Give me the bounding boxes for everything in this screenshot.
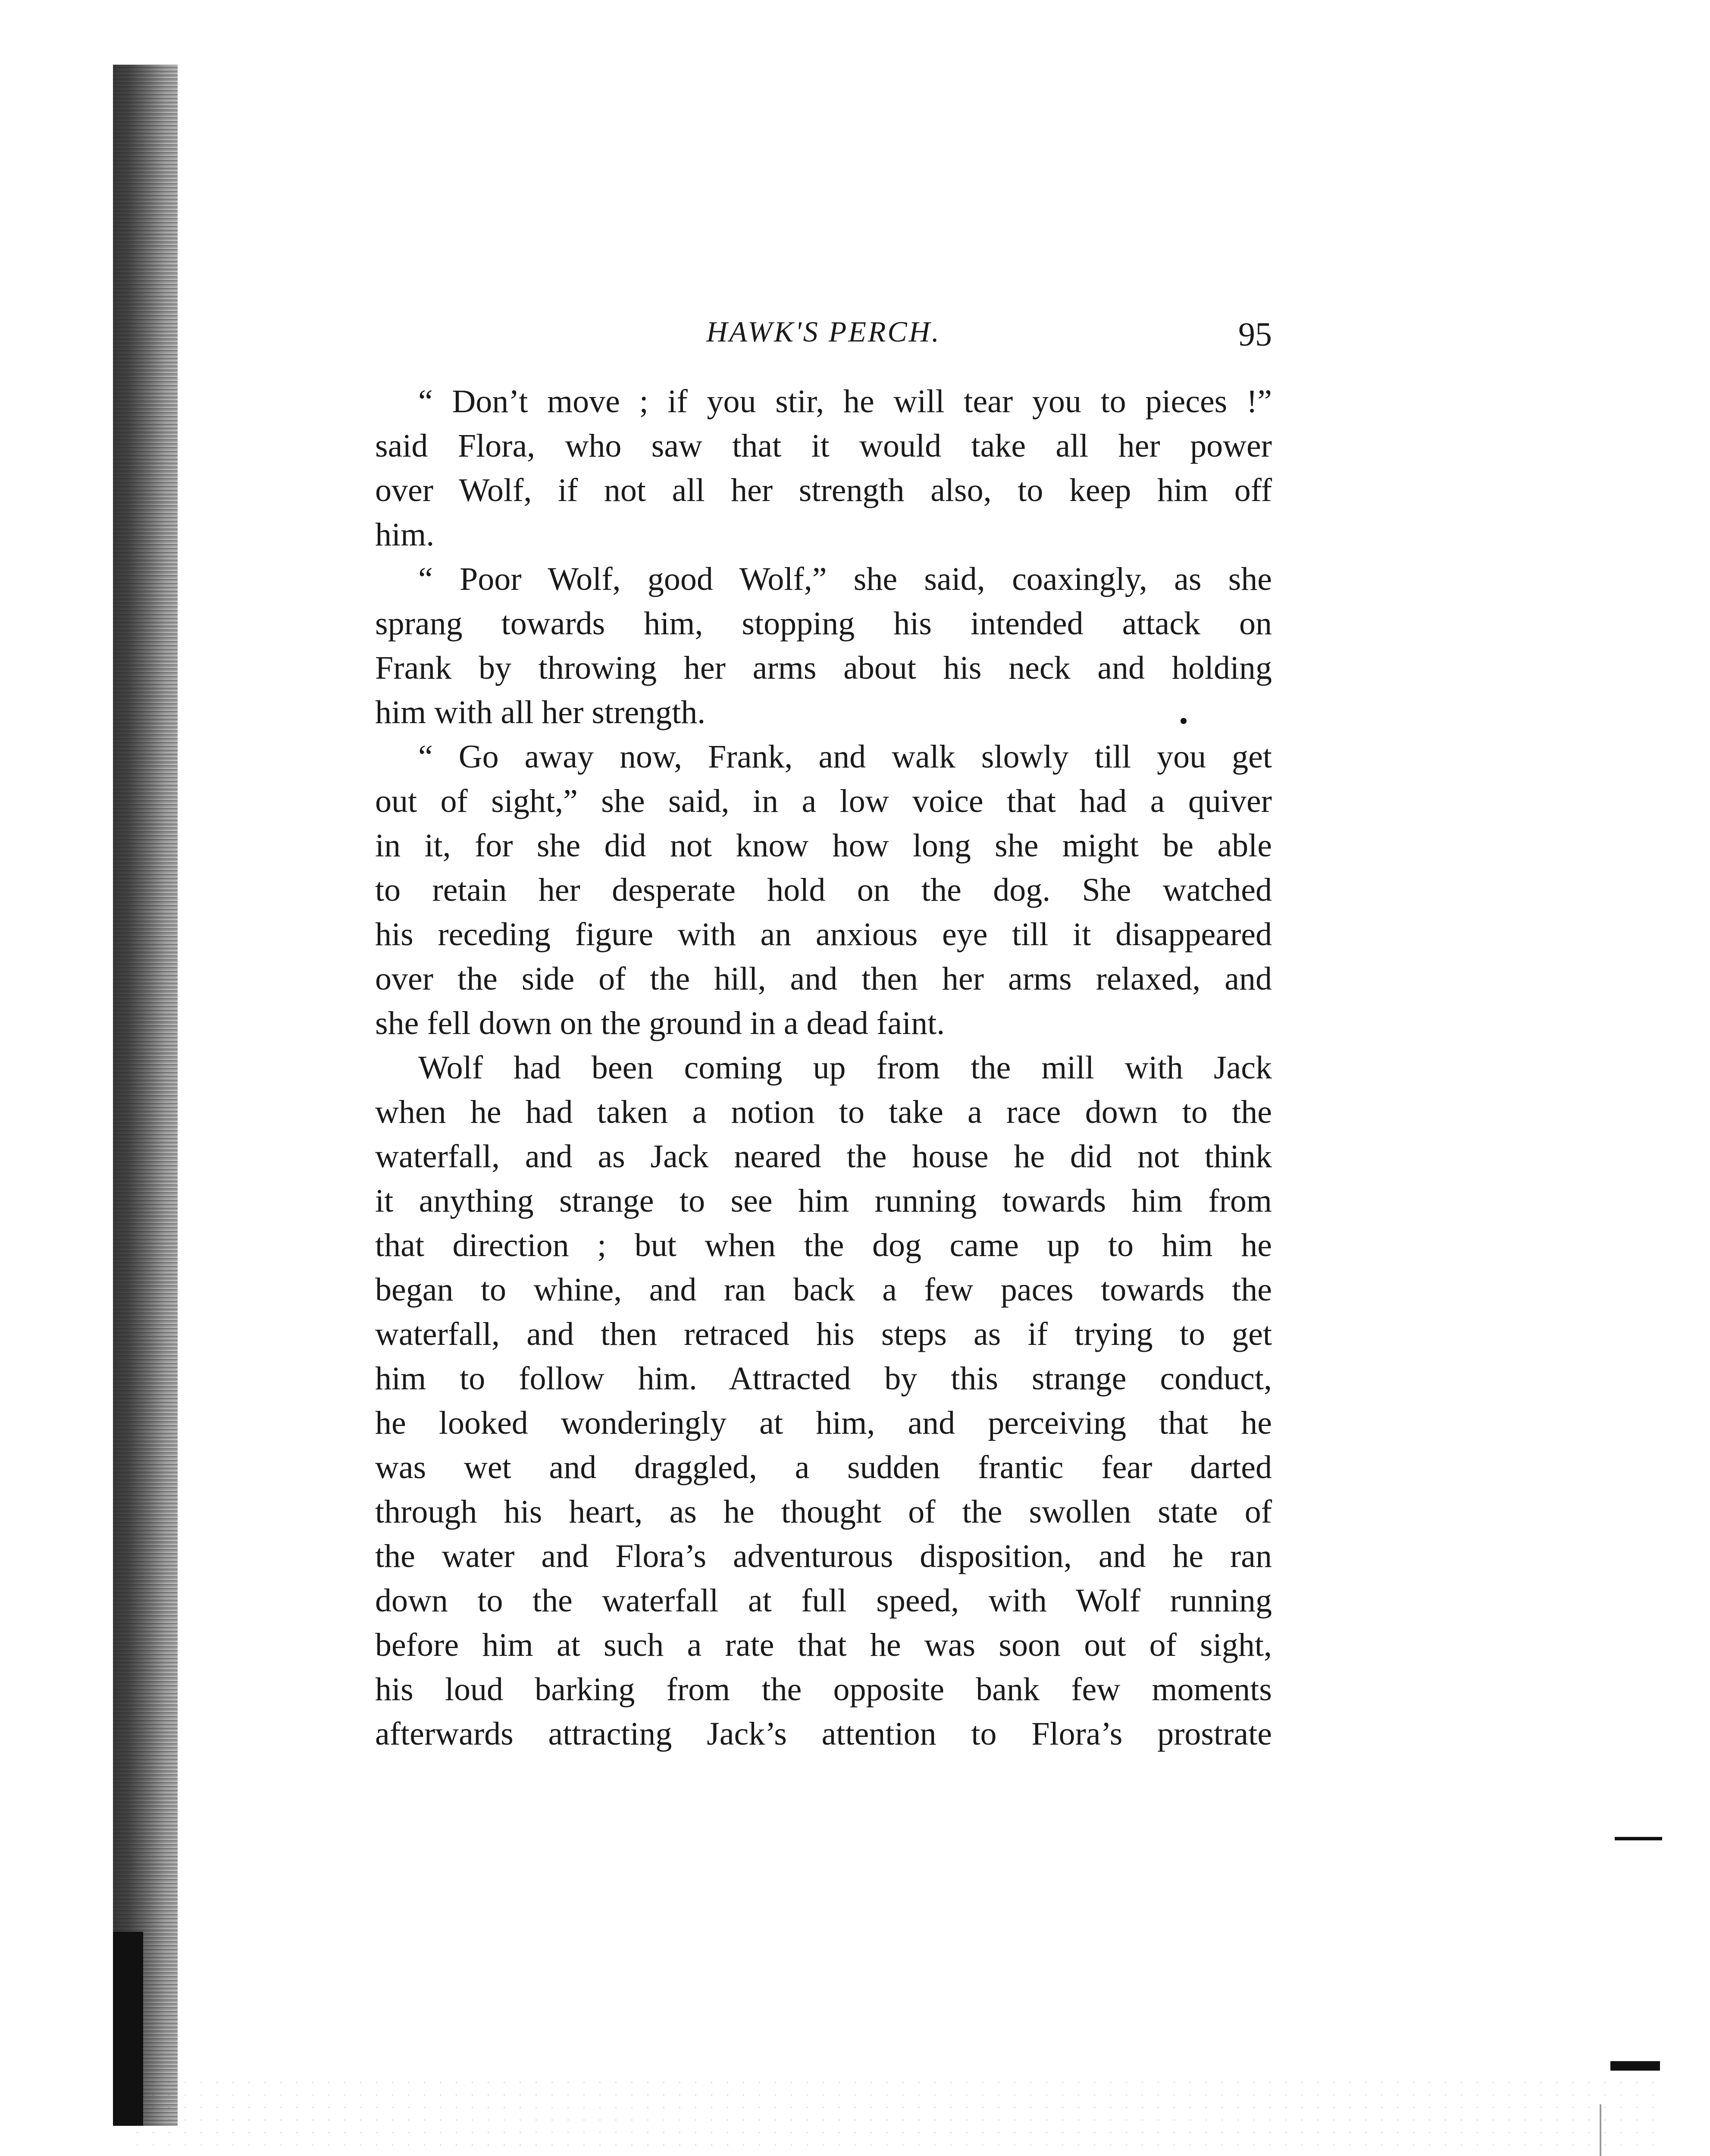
text-line: when he had taken a notion to take a race down to the: [375, 1094, 1272, 1130]
text-line: before him at such a rate that he was soon out of sight,: [375, 1627, 1272, 1663]
text-line: he looked wonderingly at him, and perceiving that he: [375, 1405, 1272, 1441]
text-line: over Wolf, if not all her strength also, to keep him off: [375, 472, 1272, 508]
text-line: began to whine, and ran back a few paces towards the: [375, 1272, 1272, 1308]
text-line: his loud barking from the opposite bank few moments: [375, 1671, 1272, 1708]
margin-scan-mark: [1610, 2061, 1660, 2071]
text-line: him to follow him. Attracted by this strange conduct,: [375, 1360, 1272, 1397]
text-line: waterfall, and as Jack neared the house he did not think: [375, 1138, 1272, 1175]
text-line: sprang towards him, stopping his intended attack on: [375, 605, 1272, 642]
text-line: was wet and draggled, a sudden frantic fear darted: [375, 1449, 1272, 1485]
ink-dot: [1181, 718, 1187, 724]
text-line: through his heart, as he thought of the swollen state of: [375, 1494, 1272, 1530]
text-line: in it, for she did not know how long she might be able: [375, 827, 1272, 864]
binding-edge-shadow: [113, 65, 178, 2126]
text-line: down to the waterfall at full speed, with Wolf running: [375, 1583, 1272, 1619]
text-line: the water and Flora’s adventurous disposition, and he ran: [375, 1538, 1272, 1574]
text-line: Frank by throwing her arms about his neck and holding: [375, 650, 1272, 686]
running-head: [375, 315, 1272, 362]
text-line: Wolf had been coming up from the mill with Jack: [418, 1050, 1272, 1086]
text-line: his receding figure with an anxious eye till it disappeared: [375, 916, 1272, 953]
margin-scan-mark: [1615, 1837, 1662, 1840]
text-line: “ Poor Wolf, good Wolf,” she said, coaxingly, as she: [418, 561, 1272, 597]
page-number: 95: [1238, 315, 1272, 353]
text-line: him.: [375, 517, 435, 553]
page-edge-line: [1600, 2104, 1601, 2156]
text-line: over the side of the hill, and then her arms relaxed, and: [375, 961, 1272, 997]
text-line: out of sight,” she said, in a low voice that had a quiver: [375, 783, 1272, 819]
text-line: “ Don’t move ; if you stir, he will tear you to pieces !”: [418, 383, 1272, 420]
text-line: it anything strange to see him running towards him from: [375, 1183, 1272, 1219]
text-line: waterfall, and then retraced his steps as if trying to get: [375, 1316, 1272, 1352]
scan-speckle: [129, 2076, 1658, 2156]
text-line: that direction ; but when the dog came up to him he: [375, 1227, 1272, 1263]
text-line: to retain her desperate hold on the dog. She watched: [375, 872, 1272, 908]
text-line: she fell down on the ground in a dead faint.: [375, 1005, 945, 1041]
text-line: said Flora, who saw that it would take all her power: [375, 428, 1272, 464]
running-title: HAWK'S PERCH.: [706, 315, 941, 348]
text-line: “ Go away now, Frank, and walk slowly till you get: [418, 739, 1272, 775]
text-line: afterwards attracting Jack’s attention to Flora’s prostrate: [375, 1716, 1272, 1752]
text-line: him with all her strength.: [375, 694, 706, 730]
body-text: [375, 379, 1272, 1756]
